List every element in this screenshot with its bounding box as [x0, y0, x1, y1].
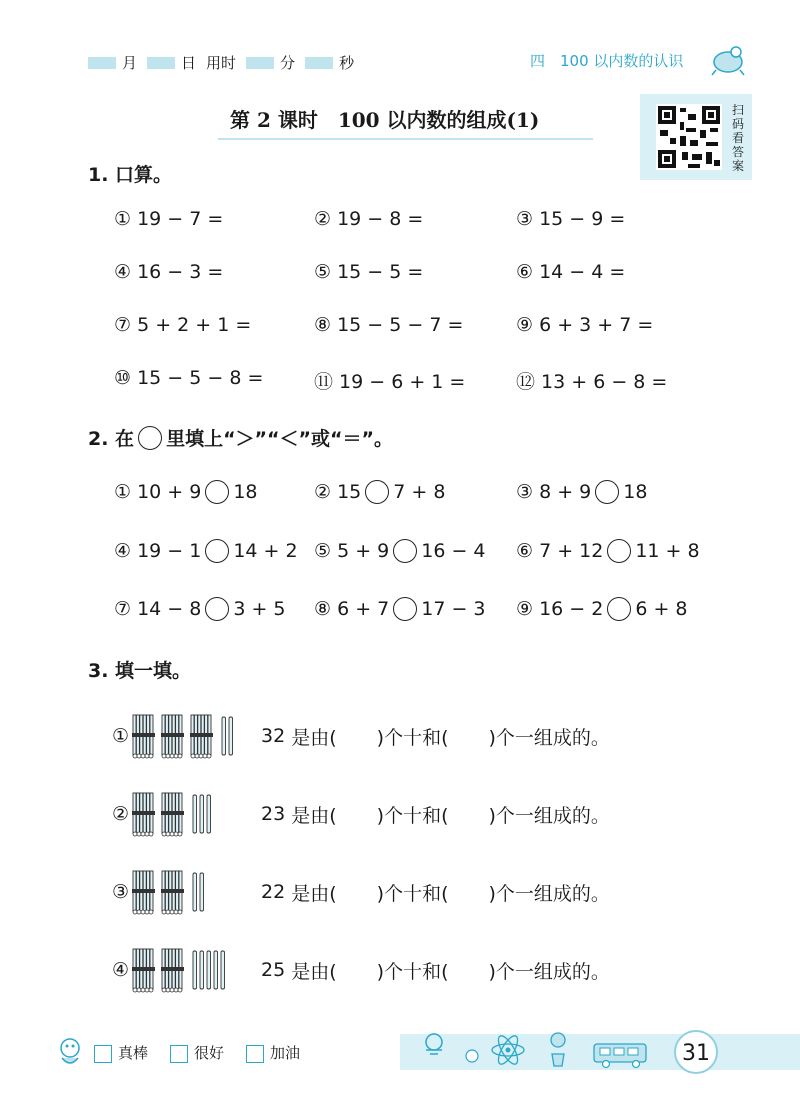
ten-bundle — [161, 793, 184, 836]
calc-item: ⑥ 14 − 4 = — [516, 261, 626, 283]
checkbox-icon[interactable] — [170, 1045, 188, 1063]
rating-good[interactable] — [170, 1042, 224, 1063]
answer-circle[interactable] — [205, 539, 229, 563]
stick-bundles-icon — [131, 790, 255, 838]
self-rating — [94, 1042, 300, 1063]
compare-left: ⑧ 6 + 7 — [314, 598, 390, 620]
fill-item-text: )个一组成的。 — [488, 804, 610, 827]
seconds-label: 秒 — [339, 54, 355, 72]
fill-item-text: 是由( — [291, 882, 337, 905]
compare-item — [114, 597, 286, 621]
mascot-icon — [708, 42, 748, 76]
stick-bundles-icon — [131, 712, 255, 760]
single-stick — [193, 873, 197, 911]
month-label: 月 — [122, 54, 138, 72]
fill-item-text: )个一组成的。 — [488, 882, 610, 905]
calc-item: ⑤ 15 − 5 = — [314, 261, 424, 283]
single-stick — [214, 951, 218, 989]
compare-right: 18 — [233, 481, 258, 503]
fill-item-text: )个一组成的。 — [488, 960, 610, 983]
day-label: 日 — [181, 54, 197, 72]
ten-bundle — [132, 949, 155, 992]
page-number: 31 — [674, 1030, 718, 1074]
single-stick — [207, 795, 211, 833]
answer-circle[interactable] — [205, 597, 229, 621]
fill-item-text: 是由( — [291, 726, 337, 749]
calc-item: ③ 15 − 9 = — [516, 208, 626, 230]
ten-bundle — [132, 793, 155, 836]
seconds-blank[interactable] — [305, 57, 333, 69]
compare-item — [516, 539, 700, 563]
fill-item-number: ② — [112, 803, 130, 825]
fill-item-text: 是由( — [291, 804, 337, 827]
section-1-title: 1. 口算。 — [88, 164, 173, 186]
ten-bundle — [161, 871, 184, 914]
section-2-title-post: 里填上“＞”“＜”或“＝”。 — [166, 428, 393, 450]
compare-item — [516, 480, 647, 504]
fill-item — [112, 868, 610, 916]
checkbox-icon[interactable] — [94, 1045, 112, 1063]
compare-left: ① 10 + 9 — [114, 481, 202, 503]
fill-item-text: 是由( — [291, 960, 337, 983]
section-2-title — [88, 424, 393, 451]
fill-item-number: ③ — [112, 881, 130, 903]
compare-item — [314, 539, 486, 563]
ten-bundle — [161, 715, 184, 758]
calc-item: ⑨ 6 + 3 + 7 = — [516, 314, 654, 336]
compare-right: 6 + 8 — [635, 598, 688, 620]
compare-item — [114, 480, 258, 504]
ten-bundle — [161, 949, 184, 992]
calc-item: ⑫ 13 + 6 − 8 = — [516, 371, 668, 393]
compare-left: ② 15 — [314, 481, 362, 503]
compare-left: ④ 19 − 1 — [114, 540, 202, 562]
answer-circle[interactable] — [393, 539, 417, 563]
unit-title: 四 100 以内数的认识 — [530, 52, 684, 70]
single-stick — [207, 951, 211, 989]
fill-item-text: )个一组成的。 — [488, 726, 610, 749]
fill-item-value: 25 — [261, 959, 286, 981]
footer-decoration-icon — [416, 1024, 696, 1074]
fill-item — [112, 790, 610, 838]
single-stick — [222, 717, 226, 755]
fill-item-value: 23 — [261, 803, 286, 825]
fill-item-number: ④ — [112, 959, 130, 981]
compare-right: 11 + 8 — [635, 540, 700, 562]
calc-item: ② 19 − 8 = — [314, 208, 424, 230]
compare-item — [314, 480, 445, 504]
time-used-label: 用时 — [206, 54, 237, 72]
answer-circle[interactable] — [595, 480, 619, 504]
ten-bundle — [132, 715, 155, 758]
single-stick — [200, 795, 204, 833]
compare-right: 18 — [623, 481, 648, 503]
fill-item-text: )个十和( — [376, 960, 449, 983]
rating-label: 很好 — [194, 1044, 225, 1062]
month-blank[interactable] — [88, 57, 116, 69]
ten-bundle — [132, 871, 155, 914]
answer-circle[interactable] — [365, 480, 389, 504]
title-underline — [218, 138, 593, 140]
compare-left: ③ 8 + 9 — [516, 481, 592, 503]
checkbox-icon[interactable] — [246, 1045, 264, 1063]
single-stick — [221, 951, 225, 989]
fill-item-text: )个十和( — [376, 726, 449, 749]
answer-circle[interactable] — [607, 539, 631, 563]
calc-item: ⑪ 19 − 6 + 1 = — [314, 371, 466, 393]
fill-item-text: )个十和( — [376, 804, 449, 827]
compare-left: ⑦ 14 − 8 — [114, 598, 202, 620]
compare-right: 14 + 2 — [233, 540, 298, 562]
circle-icon — [138, 426, 162, 450]
lesson-title: 第 2 课时 100 以内数的组成(1) — [230, 108, 540, 132]
single-stick — [200, 951, 204, 989]
compare-left: ⑤ 5 + 9 — [314, 540, 390, 562]
stick-bundles-icon — [131, 946, 255, 994]
single-stick — [229, 717, 233, 755]
fill-item — [112, 712, 610, 760]
compare-right: 16 − 4 — [421, 540, 486, 562]
rating-label: 加油 — [270, 1044, 301, 1062]
compare-left: ⑥ 7 + 12 — [516, 540, 604, 562]
calc-item: ④ 16 − 3 = — [114, 261, 224, 283]
calc-item: ⑧ 15 − 5 − 7 = — [314, 314, 464, 336]
single-stick — [193, 795, 197, 833]
compare-right: 17 − 3 — [421, 598, 486, 620]
compare-item — [516, 597, 688, 621]
calc-item: ① 19 − 7 = — [114, 208, 224, 230]
rating-try-harder[interactable] — [246, 1042, 300, 1063]
calc-item: ⑦ 5 + 2 + 1 = — [114, 314, 252, 336]
section-2-title-pre: 2. 在 — [88, 428, 135, 450]
compare-item — [314, 597, 486, 621]
fill-item-value: 22 — [261, 881, 286, 903]
rating-excellent[interactable] — [94, 1042, 148, 1063]
fill-item-number: ① — [112, 725, 130, 747]
single-stick — [193, 951, 197, 989]
fill-item — [112, 946, 610, 994]
minutes-blank[interactable] — [246, 57, 274, 69]
day-blank[interactable] — [147, 57, 175, 69]
qr-label: 扫码看答案 — [731, 103, 744, 173]
time-record — [88, 52, 358, 73]
answer-circle[interactable] — [205, 480, 229, 504]
fill-item-text: )个十和( — [376, 882, 449, 905]
single-stick — [200, 873, 204, 911]
rating-label: 真棒 — [118, 1044, 149, 1062]
compare-left: ⑨ 16 − 2 — [516, 598, 604, 620]
calc-item: ⑩ 15 − 5 − 8 = — [114, 367, 264, 389]
ten-bundle — [190, 715, 213, 758]
fill-item-value: 32 — [261, 725, 286, 747]
compare-right: 3 + 5 — [233, 598, 286, 620]
compare-right: 7 + 8 — [393, 481, 446, 503]
mascot-footer-icon — [52, 1034, 88, 1068]
compare-item — [114, 539, 298, 563]
section-3-title: 3. 填一填。 — [88, 660, 192, 682]
minutes-label: 分 — [280, 54, 296, 72]
qr-code-icon[interactable] — [656, 104, 722, 170]
stick-bundles-icon — [131, 868, 255, 916]
answer-circle[interactable] — [393, 597, 417, 621]
answer-circle[interactable] — [607, 597, 631, 621]
